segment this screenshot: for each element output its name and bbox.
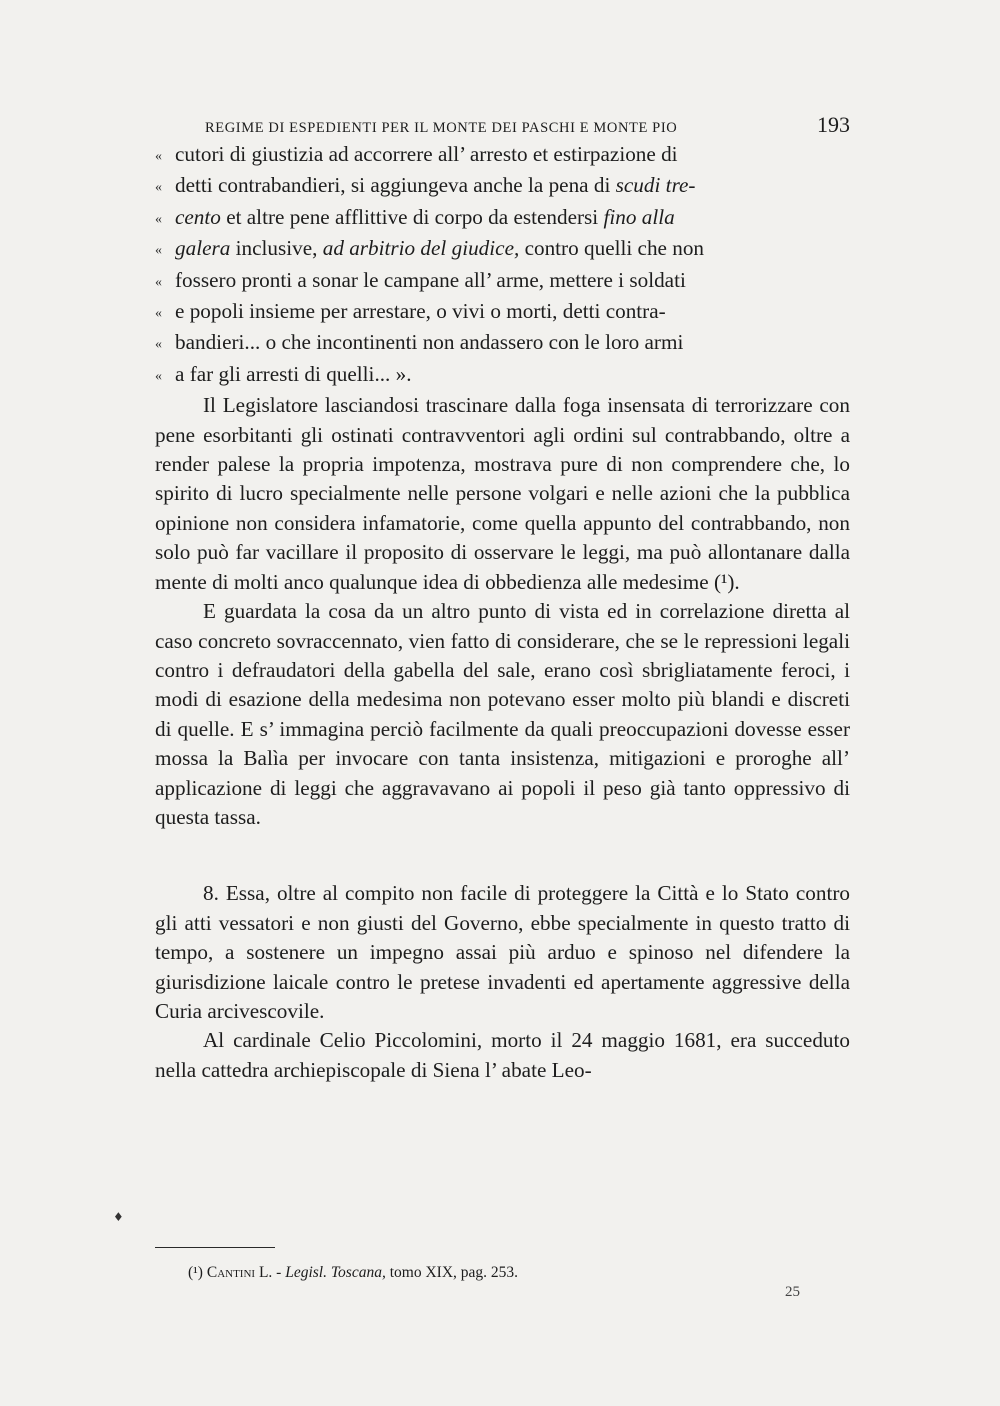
quote-italic: galera <box>175 236 231 261</box>
quote-line-1 <box>155 140 850 171</box>
quote-mark: « <box>155 243 162 259</box>
footnote-author: Cantini L. <box>206 1264 273 1281</box>
quote-italic: ad arbitrio del giudice, <box>322 236 520 261</box>
paragraph-4 <box>155 1026 850 1085</box>
quote-text: cutori di giustizia ad accorrere all’ arresto et estirpazione di <box>175 142 678 166</box>
quote-line-7 <box>155 328 850 359</box>
quote-mark: « <box>155 180 162 196</box>
paragraph-1 <box>155 391 850 597</box>
quote-text: a far gli arresti di quelli... ». <box>175 361 412 386</box>
footnote-details: tomo XIX, pag. 253. <box>385 1264 519 1281</box>
quote-line-4 <box>155 234 850 265</box>
quote-mark: « <box>155 306 162 322</box>
quote-mark: « <box>155 337 162 353</box>
signature-mark: 25 <box>785 1284 800 1300</box>
footnote <box>188 1264 788 1282</box>
margin-mark: ♦ <box>113 1210 124 1224</box>
paragraph-2 <box>155 597 850 832</box>
footnote-dash: - <box>272 1264 286 1281</box>
quote-italic: scudi tre- <box>615 173 696 198</box>
footnote-marker: (¹) <box>188 1264 203 1281</box>
running-head <box>205 112 850 138</box>
paragraph-1-text: Il Legislatore lasciandosi trascinare dalla foga insensata di terrorizzare con pene esorbitanti gli ostinati contravventori agli ordini sul contrabbando, oltre a render palese la propria impotenza, mostrava pure di non comprendere che, lo spirito di lucro specialmente nelle persone volgari e nelle azioni che la pubblica opinione non considera infamatorie, come quella appunto del contrabbando, non solo può far vacillare il proposito di osservare le leggi, ma può allontanare dalla mente di molti anco qualunque idea di obbedienza alle medesime <box>155 393 850 594</box>
paragraph-4-text: Al cardinale Celio Piccolomini, morto il 24 maggio 1681, era succeduto nella cattedra archiepiscopale di Siena l’ abate Leo- <box>155 1028 850 1082</box>
quote-line-3 <box>155 203 850 234</box>
quote-mark: « <box>155 368 162 384</box>
quote-text: e popoli insieme per arrestare, o vivi o morti, detti contra- <box>175 299 666 324</box>
paragraph-2-text: E guardata la cosa da un altro punto di vista ed in correlazione diretta al caso concreto sovraccennato, vien fatto di considerare, che se le repressioni legali contro i defraudatori della gabella del sale, erano così sbrigliatamente feroci, i modi di esazione della medesima non potevano esser molto più blandi e discreti di quelle. E s’ immagina perciò facilmente da quali preoccupazioni dovesse esser mossa la Balìa per invocare con tanta insistenza, mitigazioni e proroghe all’ applicazione di leggi che aggravavano ai popoli il peso già tanto oppressivo di questa tassa. <box>155 599 850 829</box>
quote-text: detti contrabandieri, si aggiungeva anche la pena di <box>175 173 616 198</box>
quote-italic: fino alla <box>603 204 675 229</box>
footnote-divider <box>155 1247 275 1248</box>
paragraph-3 <box>155 879 850 1026</box>
quote-text: fossero pronti a sonar le campane all’ arme, mettere i soldati <box>175 267 686 292</box>
quote-text: contro quelli che non <box>519 236 705 261</box>
footnote-work: Legisl. Toscana, <box>285 1264 386 1281</box>
paragraph-3-text: 8. Essa, oltre al compito non facile di proteggere la Città e lo Stato contro gli atti vessatori e non giusti del Governo, ebbe specialmente in questo tratto di tempo, a sostenere un impegno assai più arduo e spinoso nel difendere la giurisdizione laicale contro le pretese invadenti ed apertamente aggressive della Curia arcivescovile. <box>155 881 850 1023</box>
quote-text: et altre pene afflittive di corpo da estendersi <box>220 204 604 229</box>
quote-line-8 <box>155 360 850 391</box>
footnote-reference: (¹). <box>713 569 740 594</box>
quote-text: bandieri... o che incontinenti non andassero con le loro armi <box>175 330 684 355</box>
quote-mark: « <box>155 211 162 227</box>
running-head-title: REGIME DI ESPEDIENTI PER IL MONTE DEI PASCHI E MONTE PIO <box>205 120 678 136</box>
quote-line-2 <box>155 171 850 202</box>
quote-line-5 <box>155 266 850 297</box>
body-text <box>155 140 850 1085</box>
quote-italic: cento <box>175 204 221 229</box>
quote-line-6 <box>155 297 850 328</box>
quote-mark: « <box>155 149 162 164</box>
page-number: 193 <box>817 112 850 137</box>
quote-text: inclusive, <box>230 236 323 261</box>
quote-mark: « <box>155 274 162 290</box>
